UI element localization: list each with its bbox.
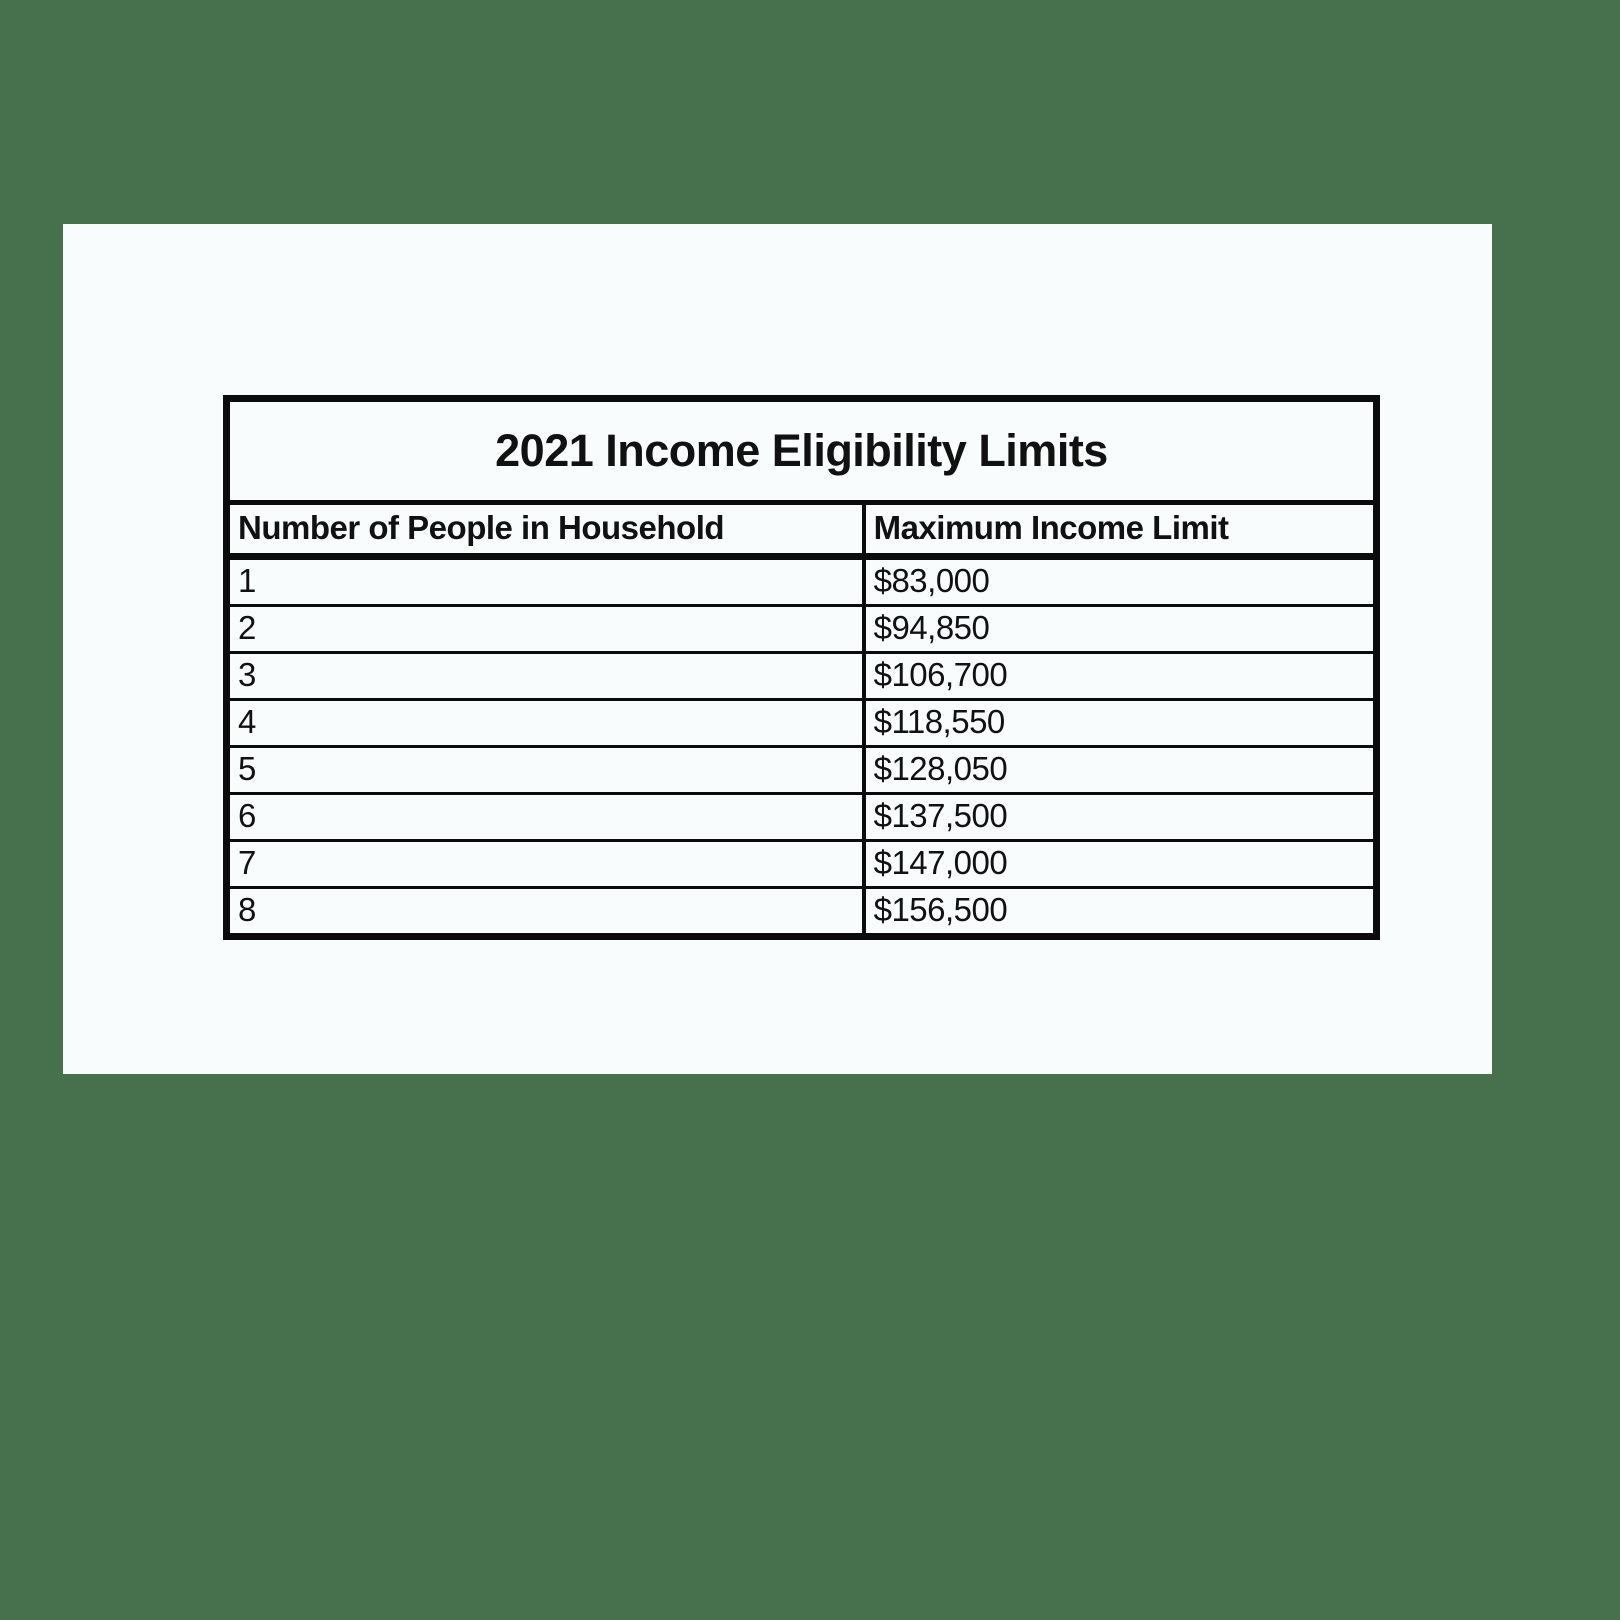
table-title: 2021 Income Eligibility Limits xyxy=(227,399,1377,503)
household-size-cell: 5 xyxy=(227,747,864,794)
table-row xyxy=(227,606,1377,653)
column-header-household-size: Number of People in Household xyxy=(227,503,864,557)
household-size-cell: 8 xyxy=(227,888,864,937)
title-row xyxy=(227,399,1377,503)
income-limit-cell: $118,550 xyxy=(864,700,1377,747)
table-row xyxy=(227,888,1377,937)
household-size-cell: 6 xyxy=(227,794,864,841)
income-limit-cell: $156,500 xyxy=(864,888,1377,937)
household-size-cell: 2 xyxy=(227,606,864,653)
table-row xyxy=(227,653,1377,700)
household-size-cell: 4 xyxy=(227,700,864,747)
table-body xyxy=(227,557,1377,937)
income-eligibility-table xyxy=(223,395,1380,940)
table-row xyxy=(227,794,1377,841)
income-limit-cell: $147,000 xyxy=(864,841,1377,888)
household-size-cell: 3 xyxy=(227,653,864,700)
table-row xyxy=(227,557,1377,606)
household-size-cell: 7 xyxy=(227,841,864,888)
household-size-cell: 1 xyxy=(227,557,864,606)
column-header-income-limit: Maximum Income Limit xyxy=(864,503,1377,557)
income-limit-cell: $128,050 xyxy=(864,747,1377,794)
income-limit-cell: $94,850 xyxy=(864,606,1377,653)
income-limit-cell: $83,000 xyxy=(864,557,1377,606)
income-limit-cell: $137,500 xyxy=(864,794,1377,841)
table-row xyxy=(227,841,1377,888)
table-row xyxy=(227,747,1377,794)
income-limit-cell: $106,700 xyxy=(864,653,1377,700)
document-panel xyxy=(63,224,1492,1074)
table-row xyxy=(227,700,1377,747)
header-row xyxy=(227,503,1377,557)
